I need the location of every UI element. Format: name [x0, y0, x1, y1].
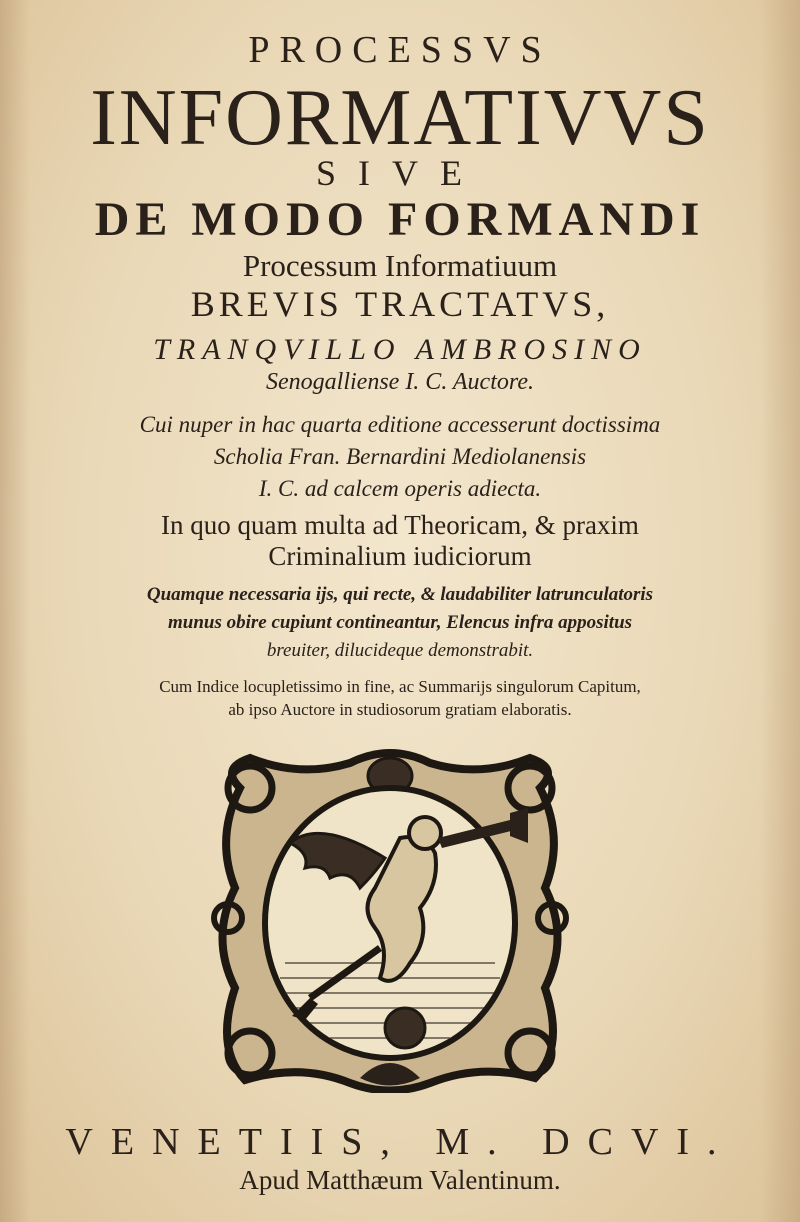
- woodcut-printer-device-icon: [210, 748, 570, 1093]
- edition-note-line-2: Scholia Fran. Bernardini Mediolanensis: [213, 444, 587, 469]
- title-processus: PROCESSVS: [248, 29, 552, 71]
- imprint-printer: Apud Matthæum Valentinum.: [239, 1165, 561, 1195]
- title-brevis-tractatus: BREVIS TRACTATVS,: [190, 284, 610, 324]
- title-processum-informatiuum: Processum Informatiuum: [242, 248, 558, 283]
- title-de-modo-formandi: DE MODO FORMANDI: [94, 193, 706, 246]
- purpose-line-3: breuiter, dilucideque demonstrabit.: [266, 640, 534, 661]
- author-name: TRANQVILLO AMBROSINO: [153, 333, 647, 366]
- imprint-place-date: VENETIIS, M. DCVI.: [65, 1121, 735, 1163]
- description-line-2: Criminalium iudiciorum: [268, 541, 532, 571]
- title-informativus: INFORMATIVVS: [90, 74, 710, 162]
- edition-note-line-1: Cui nuper in hac quarta editione accesserunt doctissima: [139, 412, 661, 437]
- index-note-line-1: Cum Indice locupletissimo in fine, ac Summarijs singulorum Capitum,: [159, 677, 641, 696]
- purpose-line-2: munus obire cupiunt contineantur, Elencus infra appositus: [167, 612, 633, 633]
- author-affiliation: Senogalliense I. C. Auctore.: [266, 369, 534, 395]
- description-line-1: In quo quam multa ad Theoricam, & praxim: [161, 510, 639, 540]
- edition-note-line-3: I. C. ad calcem operis adiecta.: [258, 476, 542, 501]
- index-note-line-2: ab ipso Auctore in studiosorum gratiam elaboratis.: [228, 700, 572, 719]
- title-sive: SIVE: [316, 153, 484, 193]
- purpose-line-1: Quamque necessaria ijs, qui recte, & laudabiliter latrunculatoris: [146, 584, 654, 605]
